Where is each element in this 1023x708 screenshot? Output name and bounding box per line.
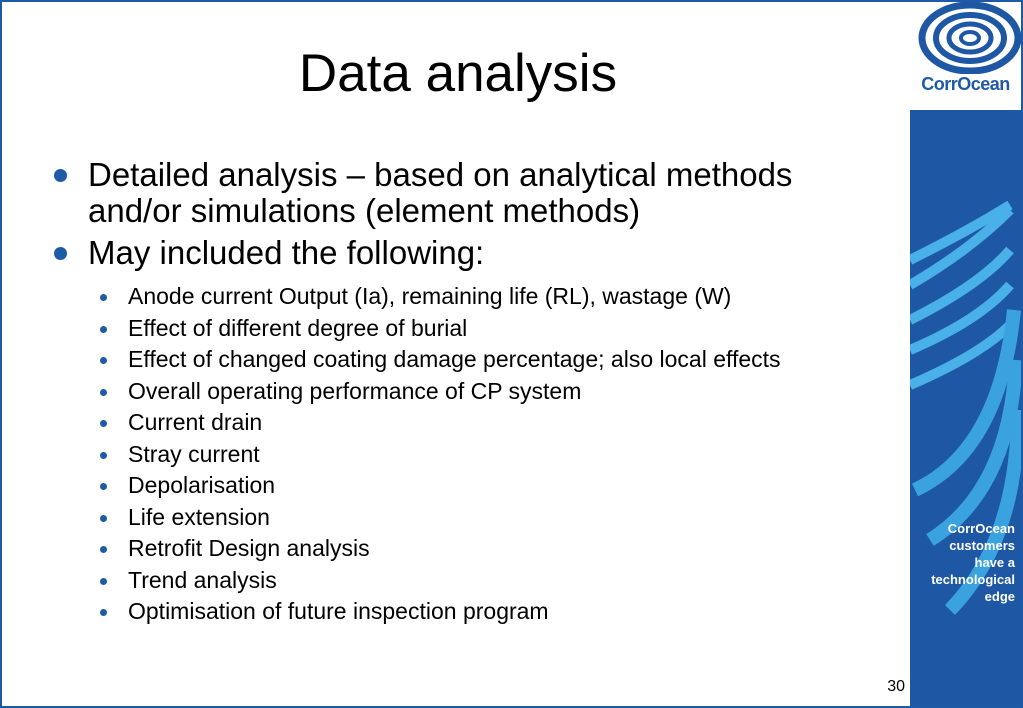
sub-bullet-text: Life extension bbox=[128, 503, 270, 530]
slide-title: Data analysis bbox=[298, 44, 618, 103]
sub-bullet-text: Stray current bbox=[128, 440, 260, 467]
sub-bullet-dot-icon bbox=[100, 546, 107, 553]
logo-wordmark: CorrOcean bbox=[921, 74, 1010, 94]
wave-decoration-icon bbox=[910, 110, 1021, 706]
sub-bullet-dot-icon bbox=[100, 357, 107, 364]
sub-bullet-dot-icon bbox=[100, 483, 107, 490]
sub-bullet-text: Current drain bbox=[128, 409, 263, 435]
page-number: 30 bbox=[887, 678, 905, 695]
sub-bullet-item bbox=[98, 407, 898, 439]
sub-bullet-text: Effect of different degree of burial bbox=[128, 314, 468, 341]
blue-band bbox=[910, 110, 1021, 706]
sub-bullet-dot-icon bbox=[100, 515, 107, 522]
sub-bullet-text: Depolarisation bbox=[128, 472, 276, 498]
sub-bullet-text: Effect of changed coating damage percentage; also local effects bbox=[128, 346, 781, 372]
sub-bullet-dot-icon bbox=[100, 420, 107, 427]
sub-bullet-dot-icon bbox=[100, 578, 107, 585]
sub-bullet-text: Anode current Output (Ia), remaining life (RL), wastage (W) bbox=[128, 283, 732, 309]
sub-bullet-list bbox=[98, 281, 898, 628]
main-bullet-list bbox=[52, 157, 892, 277]
sub-bullet-text: Optimisation of future inspection program bbox=[128, 598, 549, 624]
sub-bullet-item bbox=[98, 533, 898, 565]
tagline-line: edge bbox=[984, 589, 1015, 604]
sub-bullet-item bbox=[98, 502, 898, 534]
sub-bullet-dot-icon bbox=[100, 389, 107, 396]
sub-bullet-dot-icon bbox=[100, 326, 107, 333]
bullet-text: May included the following: bbox=[88, 234, 485, 271]
tagline-line: have a bbox=[974, 555, 1015, 570]
concentric-rings-logo-icon bbox=[910, 2, 1021, 74]
sub-bullet-item bbox=[98, 439, 898, 471]
bullet-item bbox=[52, 157, 892, 229]
tagline-line: CorrOcean bbox=[947, 521, 1015, 536]
tagline-line: technological bbox=[931, 572, 1015, 587]
sub-bullet-item bbox=[98, 565, 898, 597]
sub-bullet-item bbox=[98, 596, 898, 628]
sub-bullet-item bbox=[98, 376, 898, 408]
bullet-dot-icon bbox=[54, 247, 67, 260]
bullet-text: Detailed analysis – based on analytical methods and/or simulations (element methods) bbox=[88, 156, 793, 229]
brand-sidebar bbox=[910, 2, 1021, 706]
tagline-line: customers bbox=[949, 538, 1015, 553]
sub-bullet-dot-icon bbox=[100, 294, 107, 301]
sub-bullet-text: Overall operating performance of CP system bbox=[128, 377, 582, 404]
sub-bullet-item bbox=[98, 281, 898, 313]
tagline bbox=[910, 520, 1015, 605]
sub-bullet-item bbox=[98, 470, 898, 502]
sub-bullet-dot-icon bbox=[100, 452, 107, 459]
sub-bullet-item bbox=[98, 344, 898, 376]
logo bbox=[910, 2, 1021, 110]
bullet-item bbox=[52, 235, 892, 271]
sub-bullet-text: Trend analysis bbox=[128, 566, 277, 593]
sub-bullet-item bbox=[98, 313, 898, 345]
sub-bullet-text: Retrofit Design analysis bbox=[128, 535, 370, 561]
bullet-dot-icon bbox=[54, 169, 67, 182]
sub-bullet-dot-icon bbox=[100, 609, 107, 616]
